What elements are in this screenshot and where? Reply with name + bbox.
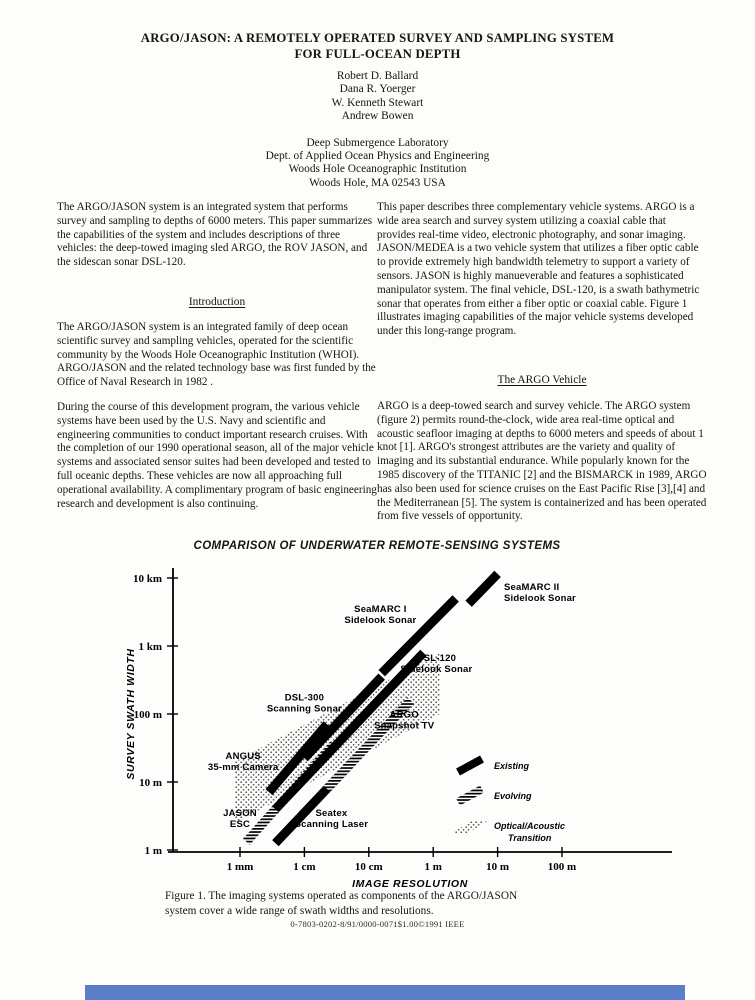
- label-angus-35-mm-camera: 35-mm Camera: [207, 761, 279, 773]
- band-seamarc-ii-sidelook-sonar: [469, 574, 498, 604]
- x-tick-label: 1 m: [424, 861, 442, 873]
- legend-swatch-solid: [458, 759, 482, 772]
- label-seamarc-ii-sidelook-sonar: SeaMARC II: [504, 582, 560, 594]
- figure1-caption: [165, 889, 615, 919]
- affiliation-line: Woods Hole Oceanographic Institution: [288, 163, 467, 176]
- figure1-chart: [110, 556, 710, 891]
- figure1-caption-line1: Figure 1. The imaging systems operated as components of the ARGO/JASON: [165, 890, 518, 902]
- label-seatex-scanning-laser: Seatex: [315, 808, 348, 819]
- label-seamarc-i-sidelook-sonar: Sidelook Sonar: [344, 615, 417, 626]
- legend-label: Transition: [508, 833, 552, 843]
- label-jason-esc: JASON: [223, 808, 257, 819]
- x-tick-label: 10 cm: [354, 861, 383, 873]
- author: W. Kenneth Stewart: [331, 96, 424, 109]
- copyright-line: 0-7803-0202-8/91/0000-0071$1.00©1991 IEEE: [290, 919, 465, 929]
- author: Dana R. Yoerger: [339, 83, 416, 96]
- x-tick-label: 10 m: [486, 861, 510, 873]
- author: Andrew Bowen: [341, 110, 414, 123]
- paper-title-line1: ARGO/JASON: A REMOTELY OPERATED SURVEY AND SAMPLING SYSTEM: [140, 31, 615, 45]
- introduction-paragraph-1: The ARGO/JASON system is an integrated family of deep ocean scientific survey and sampling vehicles, operated for the scientific community by the Woods Hole Oceanographic Institution (WHOI). ARGO/JASON and the related technology base was first funded by the Office of Naval Research in 1982 .: [57, 321, 376, 389]
- legend-swatch-stippled: [450, 821, 488, 834]
- y-tick-label: 1 m: [144, 845, 162, 857]
- figure1-title: COMPARISON OF UNDERWATER REMOTE-SENSING SYSTEMS: [193, 540, 561, 552]
- legend-label: Optical/Acoustic: [494, 821, 566, 831]
- label-seamarc-ii-sidelook-sonar: Sidelook Sonar: [504, 593, 576, 605]
- x-tick-label: 100 m: [547, 861, 577, 873]
- overview-paragraph: This paper describes three complementary vehicle systems. ARGO is a wide area search and survey system utilizing a coaxial cable that provides real-time video, electronic photography, and sonar imaging. JASON/MEDEA is a two vehicle system that utilizes a fiber optic cable to provide extremely high bandwidth telemetry to support a variety of sensors. JASON is highly manueverable and features a sophisticated manipulator system. The final vehicle, DSL-120, is a swath bathymetric sonar that operates from either a fiber optic or coaxial cable. Figure 1 illustrates imaging capabilities of the major vehicle systems developed under this long-range program.: [377, 201, 700, 338]
- figure1-caption-line2: system cover a wide range of swath widths and resolutions.: [165, 905, 434, 917]
- label-jason-esc: ESC: [229, 819, 251, 830]
- label-dsl-300-scanning-sonar: Scanning Sonar: [266, 703, 342, 715]
- y-tick-label: 100 m: [133, 709, 162, 721]
- argo-vehicle-paragraph: ARGO is a deep-towed search and survey vehicle. The ARGO system (figure 2) permits round-the-clock, wide area real-time optical and acoustic seafloor imaging at depths to 6000 meters and speeds of about 1 knot [1]. ARGO's strongest attributes are the variety and quality of imaging and its substantial endurance. While popularly known for the 1985 discovery of the TITANIC [2] and the BISMARCK in 1989, ARGO has also been used for science cruises on the East Pacific Rise [3],[4] and the Mediterranean [5]. The system is containerized and has been operated from five vessels of opportunity.: [377, 400, 707, 523]
- affiliation-line: Woods Hole, MA 02543 USA: [309, 176, 446, 189]
- label-dsl-300-scanning-sonar: DSL-300: [284, 692, 325, 704]
- introduction-heading: Introduction: [188, 296, 246, 308]
- argo-vehicle-heading: The ARGO Vehicle: [497, 374, 587, 386]
- y-tick-label: 10 km: [132, 573, 162, 585]
- label-dsl-120-sidelook-sonar: Sidelook Sonar: [400, 664, 473, 675]
- scan-artifact-bar: [85, 985, 685, 1000]
- y-tick-label: 1 km: [138, 641, 162, 653]
- label-angus-35-mm-camera: ANGUS: [225, 750, 261, 762]
- label-seatex-scanning-laser: Scanning Laser: [294, 819, 369, 830]
- label-seamarc-i-sidelook-sonar: SeaMARC I: [354, 604, 407, 615]
- legend-swatch-hatched: [458, 789, 482, 802]
- label-dsl-120-sidelook-sonar: DSL-120: [416, 653, 457, 664]
- affiliation-block: [0, 137, 755, 190]
- affiliation-line: Dept. of Applied Ocean Physics and Engineering: [265, 150, 490, 163]
- label-argo-snapshot-tv: Snapshot TV: [374, 720, 435, 732]
- y-tick-label: 10 m: [139, 777, 162, 789]
- author: Robert D. Ballard: [336, 70, 419, 82]
- author-list: [0, 70, 755, 124]
- abstract-paragraph: The ARGO/JASON system is an integrated system that performs survey and sampling to depths of 6000 meters. This paper summarizes the capabilities of the system and includes descriptions of three vehicles: the deep-towed imaging sled ARGO, the ROV JASON, and the sidescan sonar DSL-120.: [57, 201, 373, 269]
- affiliation-line: Deep Submergence Laboratory: [306, 137, 449, 149]
- x-tick-label: 1 mm: [226, 861, 254, 873]
- introduction-paragraph-2: During the course of this development program, the various vehicle systems have been used by the U.S. Navy and scientific and engineering communities to conduct important research cruises. With the completion of our 1990 operational season, all of the major vehicle systems and associated sensor suites had been developed and tested to full oceanic depths. These vehicles are now all approaching full operational availability. A complimentary program of basic engineering research and development is also continuing.: [57, 401, 377, 510]
- paper-title-line2: FOR FULL-OCEAN DEPTH: [294, 47, 461, 61]
- y-axis-title: SURVEY SWATH WIDTH: [125, 648, 137, 780]
- x-tick-label: 1 cm: [293, 861, 316, 873]
- legend-label: Evolving: [494, 791, 532, 801]
- legend-label: Existing: [494, 761, 530, 771]
- x-axis-title: IMAGE RESOLUTION: [352, 878, 468, 890]
- label-argo-snapshot-tv: ARGO: [389, 709, 419, 721]
